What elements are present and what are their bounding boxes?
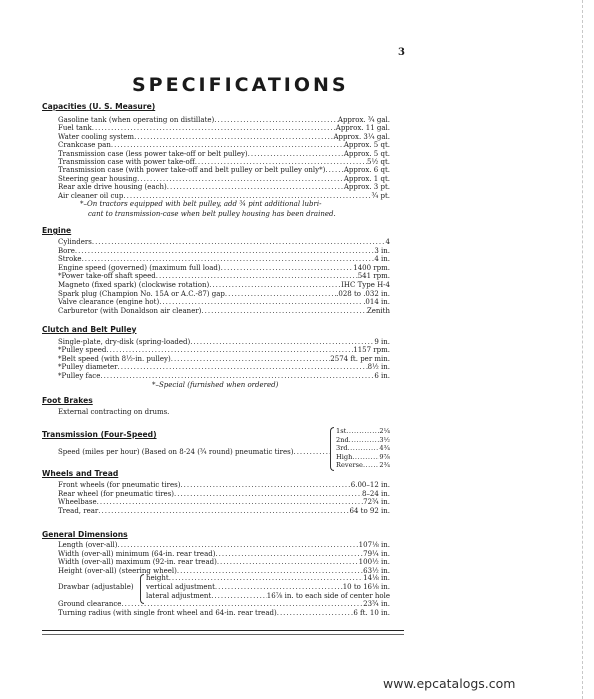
spec-label: Ground clearance (58, 600, 122, 608)
spec-value: .028 to .032 in. (336, 289, 390, 298)
spec-value: 72¾ in. (363, 498, 390, 507)
leader-dots (98, 506, 349, 516)
spec-value: Approx. 1 qt. (343, 174, 390, 183)
spec-label: Length (over-all) (58, 541, 118, 549)
spec-value: 79¼ in. (363, 549, 390, 558)
spec-label: Stroke (58, 255, 82, 264)
spec-value: 1157 rpm. (353, 346, 390, 355)
leader-dots (277, 608, 354, 618)
spec-value: 10 to 16⅛ in. (342, 583, 390, 591)
spec-value: 100½ in. (358, 558, 390, 566)
spec-label: Magneto (fixed spark) (clockwise rotation) (58, 281, 210, 289)
spec-label: lateral adjustment (146, 592, 212, 600)
spec-value: ¾ pt. (371, 191, 390, 200)
spec-label: Front wheels (for pneumatic tires) (58, 481, 181, 489)
spec-value: 6.00–12 in. (350, 481, 390, 489)
spec-label: height (146, 574, 169, 582)
spec-value: Approx. ¾ gal. (337, 116, 390, 124)
spec-value: 3 in. (374, 246, 390, 255)
spec-label: Rear axle drive housing (each) (58, 183, 167, 192)
spec-label: Turning radius (with single front wheel and 64-in. rear tread) (58, 608, 277, 617)
spec-value: Approx. 3¼ gal. (333, 132, 390, 141)
leader-dots (363, 461, 379, 470)
spec-value: IHC Type H-4 (341, 281, 390, 289)
spec-label: Transmission case (less power take-off or belt pulley) (58, 149, 248, 158)
transmission-speed-row (58, 447, 330, 457)
spec-value: 6 ft. 10 in. (353, 608, 390, 617)
transmission-brace (330, 427, 334, 471)
gear-label: 2nd (336, 435, 349, 444)
wheels-heading: Wheels and Tread (42, 469, 119, 478)
clutch-heading: Clutch and Belt Pulley (42, 325, 137, 334)
spec-value: 8½ in. (367, 363, 390, 372)
drawbar-label: Drawbar (adjustable) (58, 583, 134, 591)
spec-label: Cylinders (58, 238, 92, 246)
spec-value: 23¾ in. (363, 600, 390, 608)
transmission-heading: Transmission (Four-Speed) (42, 430, 157, 439)
spec-label: Rear wheel (for pneumatic tires) (58, 489, 175, 498)
spec-value: .014 in. (363, 298, 390, 307)
spec-label: *Pulley speed (58, 346, 107, 355)
leader-dots (201, 306, 367, 316)
spec-label: Valve clearance (engine hot) (58, 298, 160, 307)
gear-speed: 2¾ (379, 461, 390, 470)
scan-edge-line (582, 0, 584, 699)
transmission-speed-label: Speed (miles per hour) (Based on 8-24 (¾ round) pneumatic tires) (58, 448, 294, 456)
engine-heading: Engine (42, 226, 72, 235)
gear-label: High (336, 452, 353, 461)
gear-label: 1st (336, 427, 347, 435)
foot-brakes-heading: Foot Brakes (42, 396, 93, 405)
spec-label: Fuel tank (58, 124, 92, 133)
spec-label: *Pulley face (58, 371, 101, 380)
spec-label: Transmission case (with power take-off and belt pulley or belt pulley only*) (58, 166, 326, 175)
spec-value: 541 rpm. (357, 272, 390, 281)
capacities-note-line2: cant to transmission-case when belt pulley housing has been drained. (88, 210, 336, 218)
gear-speed: 3½ (379, 435, 390, 444)
spec-label: Air cleaner oil cup (58, 191, 124, 200)
spec-value: 5½ qt. (367, 158, 390, 166)
spec-value: 64 to 92 in. (349, 506, 390, 515)
spec-value: 9 in. (374, 338, 390, 346)
spec-value: Approx. 5 qt. (343, 149, 390, 158)
spec-value: 8–24 in. (361, 489, 390, 498)
spec-value: 107⅛ in. (358, 541, 390, 549)
spec-label: Carburetor (with Donaldson air cleaner) (58, 306, 202, 315)
speed-row (336, 461, 390, 470)
spec-row (58, 608, 390, 618)
spec-label: *Belt speed (with 8½-in. pulley) (58, 354, 171, 363)
watermark: www.epcatalogs.com (383, 676, 516, 691)
page-number: 3 (398, 47, 405, 58)
gear-speed: 2¼ (379, 427, 390, 435)
spec-label: vertical adjustment (146, 583, 215, 591)
spec-value: 63½ in. (363, 566, 390, 575)
spec-label: Wheelbase (58, 498, 97, 507)
bottom-rule (42, 630, 404, 631)
leader-dots (293, 447, 330, 457)
spec-label: Bore (58, 246, 75, 255)
foot-brakes-text: External contracting on drums. (58, 408, 170, 416)
spec-value: 4 in. (374, 255, 390, 264)
clutch-note: *–Special (furnished when ordered) (152, 381, 279, 389)
spec-value: 4 (385, 238, 390, 246)
spec-label: *Power take-off shaft speed (58, 272, 156, 281)
gear-speed: 9⅞ (379, 452, 390, 461)
spec-label: Steering gear housing (58, 174, 138, 183)
dimensions-heading: General Dimensions (42, 530, 128, 539)
spec-label: Height (over-all) (steering wheel) (58, 566, 177, 575)
spec-value: Zenith (366, 306, 390, 315)
spec-label: Tread, rear (58, 506, 99, 515)
gear-speed: 4¾ (379, 444, 390, 453)
spec-label: *Pulley diameter (58, 363, 118, 372)
spec-value: 16⅞ in. to each side of center hole (266, 592, 390, 600)
spec-value: Approx. 6 qt. (343, 166, 390, 175)
spec-value: Approx. 3 pt. (343, 183, 390, 192)
spec-label: Single-plate, dry-disk (spring-loaded) (58, 338, 191, 346)
spec-value: Approx. 5 qt. (343, 141, 390, 150)
spec-label: Crankcase pan (58, 141, 111, 150)
spec-label: Engine speed (governed) (maximum full load) (58, 263, 221, 272)
gear-label: Reverse (336, 461, 363, 470)
spec-label: Transmission case with power take-off (58, 158, 195, 166)
spec-value: Approx. 11 gal. (335, 124, 390, 133)
capacities-note-line1: *–On tractors equipped with belt pulley, add ¾ pint additional lubri- (80, 200, 322, 208)
spec-value: 6 in. (374, 371, 390, 380)
page-title: SPECIFICATIONS (132, 74, 349, 96)
spec-row (58, 306, 390, 316)
bottom-rule-secondary (42, 634, 404, 635)
spec-label: Width (over-all) maximum (92-in. rear tread) (58, 558, 217, 566)
gear-label: 3rd (336, 444, 348, 453)
capacities-heading: Capacities (U. S. Measure) (42, 102, 156, 111)
spec-label: Gasoline tank (when operating on distillate) (58, 116, 215, 124)
spec-value: 2574 ft. per min. (330, 354, 390, 363)
spec-row (58, 506, 390, 516)
spec-value: 1400 rpm. (353, 263, 390, 272)
spec-label: Width (over-all) minimum (64-in. rear tread) (58, 549, 216, 558)
spec-value: 14⅛ in. (363, 574, 390, 582)
spec-label: Spark plug (Champion No. 15A or A.C.-87) gap (58, 289, 225, 298)
spec-label: Water cooling system (58, 132, 135, 141)
